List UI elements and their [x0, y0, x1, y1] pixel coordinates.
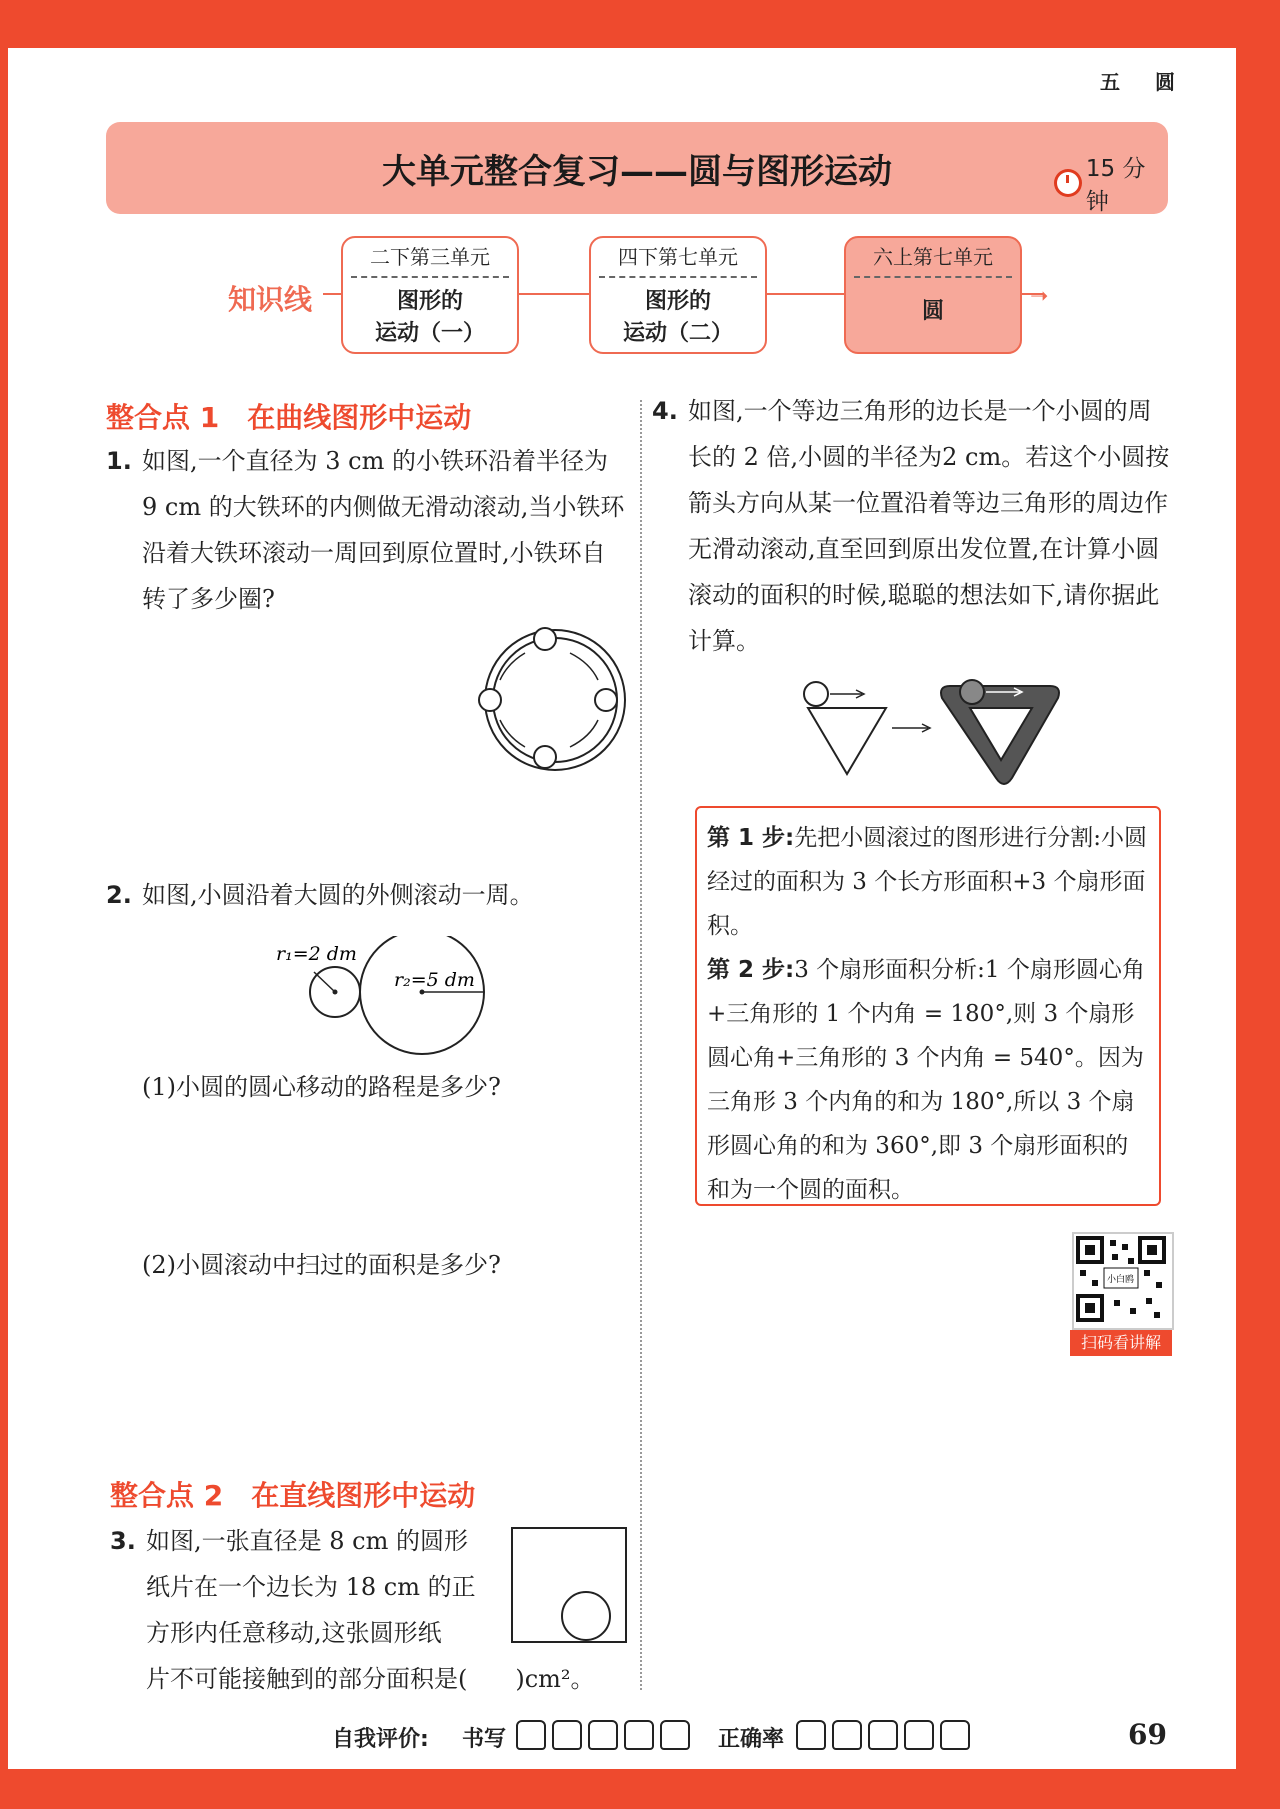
question-number: 2. [106, 881, 132, 909]
question-4 [652, 388, 1172, 664]
question-number: 4. [652, 397, 678, 425]
question-text: 如图,一个直径为 3 cm 的小铁环沿着半径为 9 cm 的大铁环的内侧做无滑动滚动,当小铁环沿着大铁环滚动一周回到原位置时,小铁环自转了多少圈? [142, 447, 625, 613]
thumb-up-icon[interactable] [940, 1720, 970, 1750]
timer [1054, 150, 1168, 216]
qr-code[interactable] [1072, 1232, 1174, 1330]
clock-icon [1054, 169, 1082, 197]
section-title-2: 整合点 2 在直线图形中运动 [110, 1479, 476, 1512]
question-2-part-1: (1)小圆的圆心移动的路程是多少? [142, 1073, 501, 1101]
page-border-left [0, 0, 8, 1809]
arrow-right-icon: ➝ [1030, 284, 1049, 309]
column-divider [640, 400, 642, 1690]
question-text: 如图,小圆沿着大圆的外侧滚动一周。 [142, 881, 534, 909]
qr-code-icon [1074, 1234, 1168, 1324]
figure-square-circle [510, 1526, 630, 1648]
qr-label: 扫码看讲解 [1070, 1330, 1172, 1356]
section-title-1: 整合点 1 在曲线图形中运动 [106, 401, 472, 434]
self-eval-label: 自我评价: [332, 1727, 429, 1752]
accuracy-rating[interactable] [796, 1720, 976, 1750]
thumb-up-icon[interactable] [588, 1720, 618, 1750]
knowledge-box-3 [844, 236, 1022, 354]
radius-small-label: r₁=2 dm [276, 943, 357, 965]
timer-text: 15 分钟 [1085, 156, 1146, 215]
unit-label: 五 圆 [1100, 70, 1189, 94]
question-text: 如图,一个等边三角形的边长是一个小圆的周长的 2 倍,小圆的半径为2 cm。若这个小圆按箭头方向从某一位置沿着等边三角形的周边作无滑动滚动,直至回到原出发位置,在计算小圆滚动的面积的时候,聪聪的想法如下,请你据此计算。 [688, 397, 1170, 655]
question-number: 1. [106, 447, 132, 475]
knowledge-box-1 [341, 236, 519, 354]
thumb-up-icon[interactable] [660, 1720, 690, 1750]
page-border-bottom [0, 1769, 1280, 1809]
question-number: 3. [110, 1527, 136, 1555]
qr-center-text: 小白鸥 [1107, 1275, 1135, 1285]
knowledge-line-label: 知识线 [228, 283, 313, 316]
step-1-label: 第 1 步: [707, 825, 795, 851]
question-text-line: 方形内任意移动,这张圆形纸 [146, 1619, 442, 1647]
figure-rolling-ring [470, 625, 640, 775]
question-text-line: 片不可能接触到的部分面积是( )cm²。 [146, 1665, 595, 1693]
question-2-part-2: (2)小圆滚动中扫过的面积是多少? [142, 1251, 501, 1279]
knowledge-box-topic: 图形的 运动（一） [374, 289, 485, 346]
step-2-text: 3 个扇形面积分析:1 个扇形圆心角+三角形的 1 个内角 = 180°,则 3 个扇形圆心角+三角形的 3 个内角 = 540°。因为三角形 3 个内角的和为 180°,所以 3 个扇形圆心角的和为 360°,即 3 个扇形面积的和为一个圆的面积。 [707, 957, 1145, 1203]
writing-label: 书写 [462, 1727, 507, 1752]
thumb-up-icon[interactable] [552, 1720, 582, 1750]
step-1-text: 先把小圆滚过的图形进行分割:小圆经过的面积为 3 个长方形面积+3 个扇形面积。 [707, 825, 1147, 939]
knowledge-box-2 [589, 236, 767, 354]
thumb-up-icon[interactable] [624, 1720, 654, 1750]
question-text-line: 如图,一张直径是 8 cm 的圆形 [146, 1527, 468, 1555]
title-banner [106, 122, 1168, 214]
figure-two-circles [270, 936, 490, 1056]
radius-large-label: r₂=5 dm [394, 969, 475, 991]
knowledge-box-topic: 图形的 运动（二） [622, 289, 733, 346]
writing-rating[interactable] [516, 1720, 696, 1750]
page-border-top [0, 0, 1280, 48]
accuracy-label: 正确率 [718, 1727, 785, 1752]
page-title: 大单元整合复习——圆与图形运动 [382, 152, 892, 192]
question-1 [106, 438, 626, 622]
question-2 [106, 872, 626, 918]
thumb-up-icon[interactable] [516, 1720, 546, 1750]
thumb-up-icon[interactable] [796, 1720, 826, 1750]
hint-box [695, 806, 1161, 1206]
question-text-line: 纸片在一个边长为 18 cm 的正 [146, 1573, 476, 1601]
knowledge-box-topic: 圆 [921, 299, 944, 324]
thumb-up-icon[interactable] [832, 1720, 862, 1750]
knowledge-box-grade: 六上第七单元 [854, 238, 1012, 278]
figure-triangle-rolling [800, 668, 1070, 790]
page-number: 69 [1128, 1718, 1167, 1751]
knowledge-box-grade: 二下第三单元 [351, 238, 509, 278]
thumb-up-icon[interactable] [868, 1720, 898, 1750]
knowledge-box-grade: 四下第七单元 [599, 238, 757, 278]
thumb-up-icon[interactable] [904, 1720, 934, 1750]
page-border-right [1236, 0, 1280, 1809]
step-2-label: 第 2 步: [707, 957, 795, 983]
